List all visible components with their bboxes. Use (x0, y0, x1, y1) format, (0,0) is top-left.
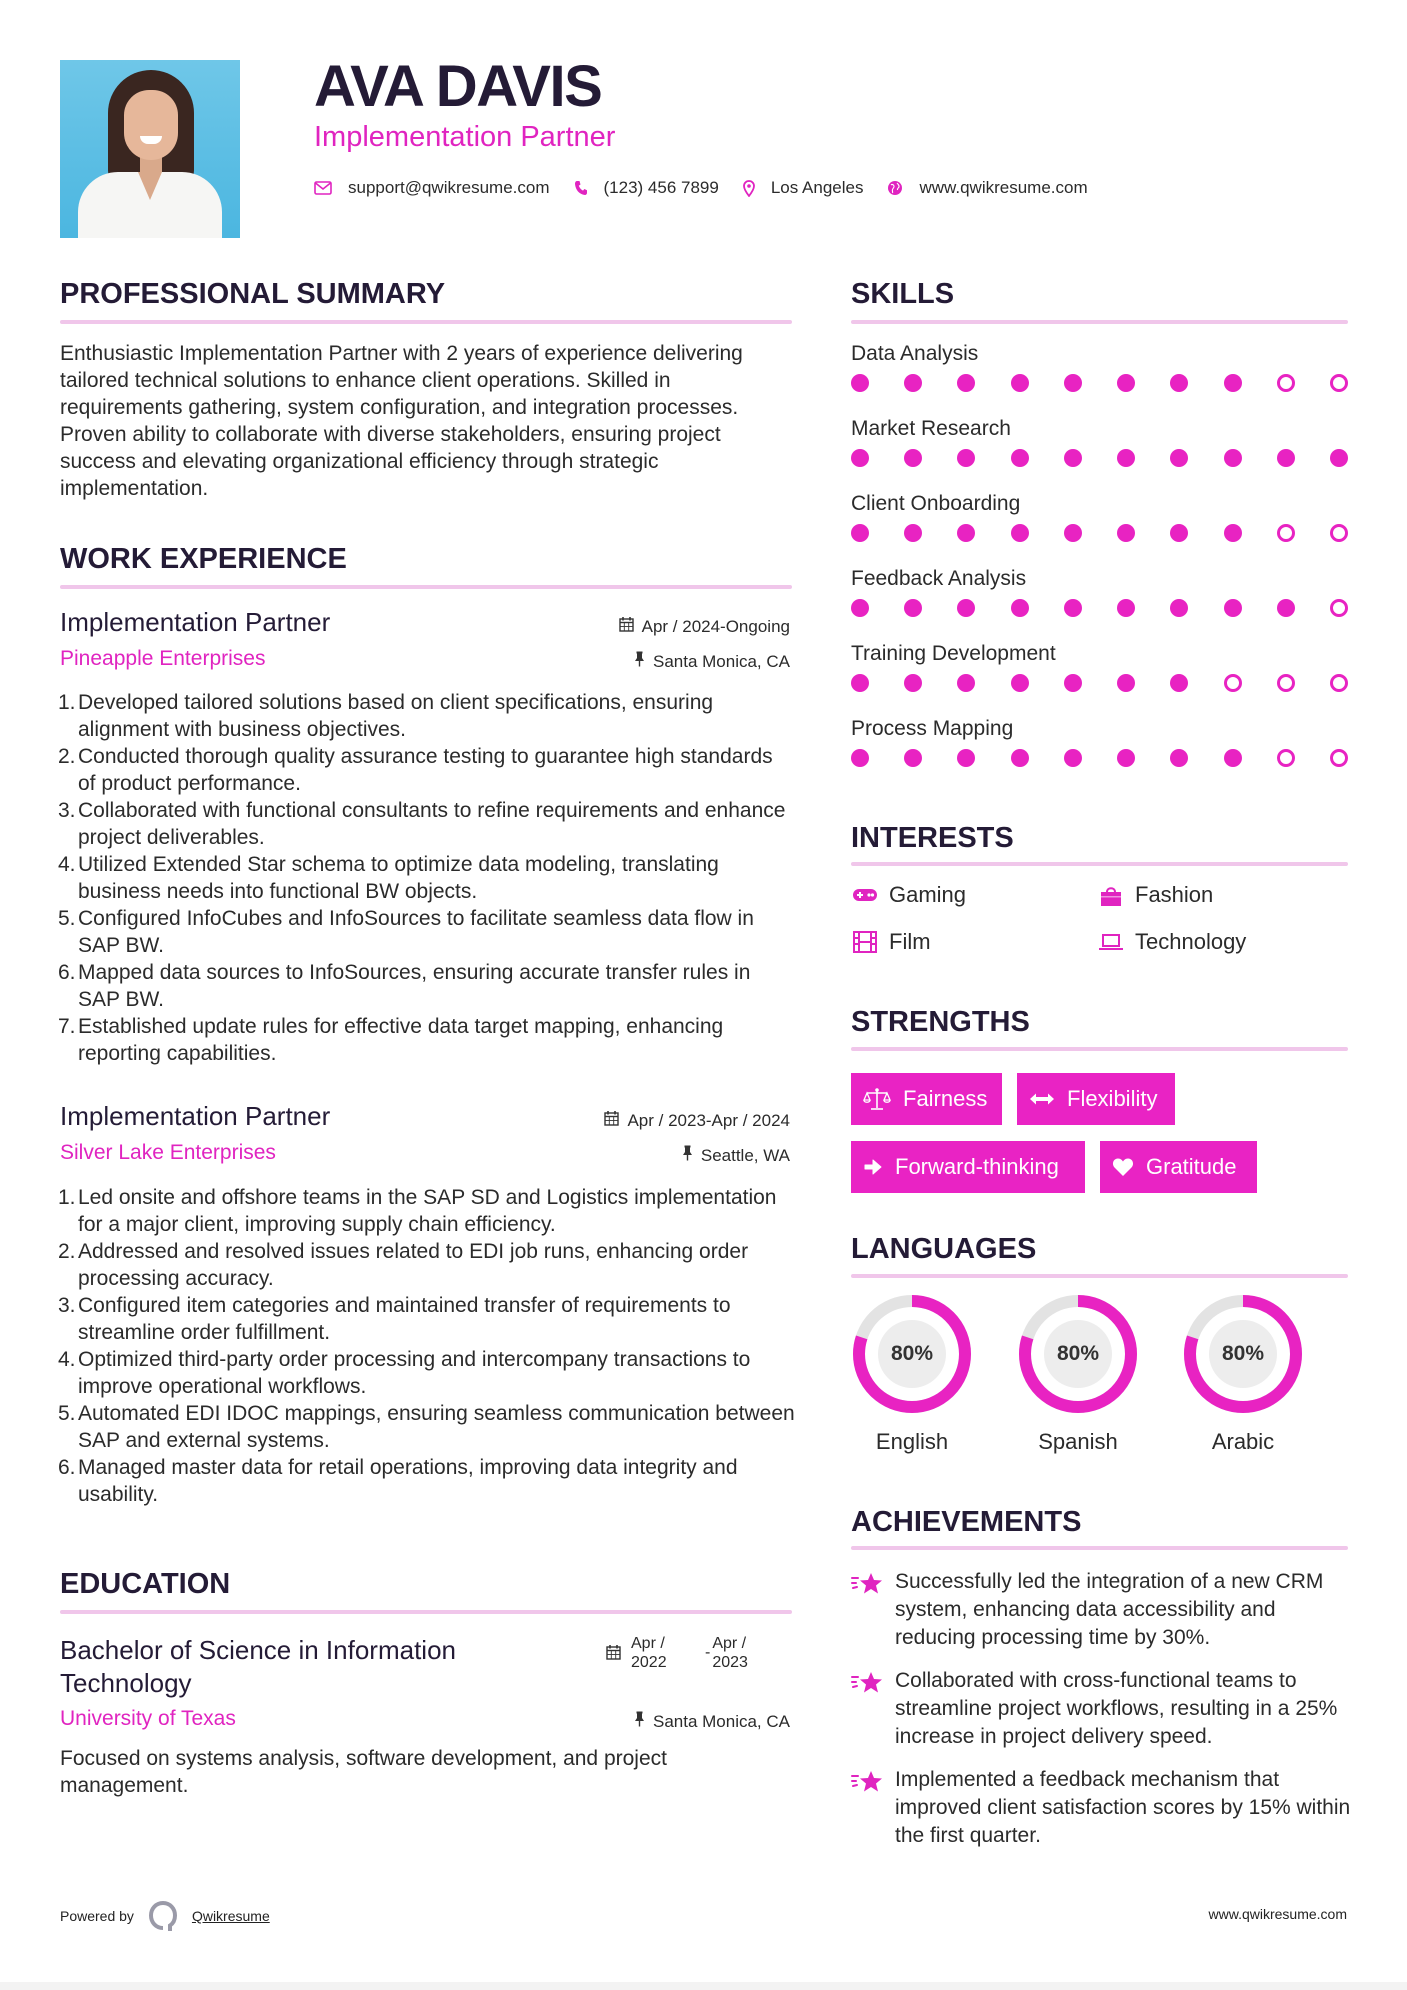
skill-name: Data Analysis (851, 342, 979, 365)
rating-dot-empty (1277, 524, 1295, 542)
rating-dot-filled (1064, 749, 1082, 767)
contact-website[interactable]: www.qwikresume.com (919, 178, 1088, 197)
skill-rating (851, 599, 1348, 617)
job-dates (490, 616, 790, 637)
rating-dot-filled (1064, 449, 1082, 467)
duty-item: 4. Optimized third-party order processing and intercompany transactions to improve operational workflows. (58, 1348, 751, 1398)
rating-dot-filled (1170, 674, 1188, 692)
rating-dot-filled (851, 449, 869, 467)
rating-dot-filled (904, 674, 922, 692)
duty-item: 7. Established update rules for effective data target mapping, enhancing reporting capabilities. (58, 1015, 724, 1065)
shopping-bag-icon (1097, 883, 1125, 907)
shooting-star-icon (851, 1568, 895, 1652)
duty-item: 6. Mapped data sources to InfoSources, ensuring accurate transfer rules in SAP BW. (58, 961, 751, 1011)
rating-dot-filled (957, 374, 975, 392)
skill-rating (851, 674, 1348, 692)
rating-dot-filled (1117, 449, 1135, 467)
company-name: Pineapple Enterprises (60, 647, 266, 670)
film-icon (851, 930, 879, 954)
interest-film: Film (851, 929, 931, 955)
rating-dot-filled (851, 674, 869, 692)
school-name: University of Texas (60, 1707, 236, 1730)
education-location-text: Santa Monica, CA (652, 1711, 790, 1731)
interest-fashion: Fashion (1097, 882, 1213, 908)
section-divider (851, 1546, 1348, 1550)
rating-dot-filled (1011, 449, 1029, 467)
duty-item: 2. Conducted thorough quality assurance testing to guarantee high standards of product performance. (58, 745, 773, 795)
section-divider (851, 862, 1348, 866)
rating-dot-filled (1170, 749, 1188, 767)
rating-dot-filled (1117, 749, 1135, 767)
arrows-horizontal-icon (1029, 1092, 1055, 1106)
rating-dot-filled (1330, 449, 1348, 467)
bottom-bar (0, 1982, 1407, 1990)
rating-dot-filled (1011, 374, 1029, 392)
language-progress-ring (851, 1293, 973, 1415)
rating-dot-filled (957, 524, 975, 542)
rating-dot-filled (1224, 599, 1242, 617)
envelope-icon (314, 181, 332, 195)
language-name: English (875, 1429, 949, 1454)
gamepad-icon (851, 887, 879, 903)
language-item (851, 1293, 973, 1455)
contact-bar (314, 178, 1112, 198)
job-location (490, 1145, 790, 1166)
candidate-role: Implementation Partner (314, 121, 616, 153)
candidate-name: AVA DAVIS (314, 54, 602, 119)
rating-dot-filled (1224, 374, 1242, 392)
rating-dot-empty (1277, 374, 1295, 392)
globe-icon (887, 180, 903, 196)
skill-rating (851, 524, 1348, 542)
rating-dot-filled (957, 674, 975, 692)
skill-name: Training Development (851, 642, 1056, 665)
section-divider (60, 585, 792, 589)
powered-by-label: Powered by (60, 1908, 134, 1924)
rating-dot-filled (957, 599, 975, 617)
achievement-item: Collaborated with cross-functional teams to streamline project workflows, resulting in a 25% increase in project delivery speed. (851, 1667, 1355, 1751)
pushpin-icon (634, 651, 645, 672)
duty-item: 5. Automated EDI IDOC mappings, ensuring seamless communication between SAP and external systems. (58, 1402, 795, 1452)
strength-gratitude: Gratitude (1100, 1141, 1257, 1193)
rating-dot-filled (851, 524, 869, 542)
rating-dot-filled (1064, 524, 1082, 542)
rating-dot-filled (957, 749, 975, 767)
duties-list (60, 689, 795, 1067)
section-title-experience: WORK EXPERIENCE (60, 543, 347, 575)
rating-dot-filled (1170, 524, 1188, 542)
section-divider (60, 320, 792, 324)
rating-dot-filled (1011, 524, 1029, 542)
skill-name: Client Onboarding (851, 492, 1021, 515)
interest-gaming: Gaming (851, 882, 966, 908)
rating-dot-filled (1011, 599, 1029, 617)
pushpin-icon (634, 1711, 645, 1732)
job-dates-text: Apr / 2023-Apr / 2024 (627, 1110, 790, 1130)
skill-rating (851, 749, 1348, 767)
duty-item: 3. Configured item categories and maintained transfer of requirements to streamline order fulfillment. (58, 1294, 731, 1344)
heart-icon (1112, 1157, 1134, 1177)
duty-item: 2. Addressed and resolved issues related to EDI job runs, enhancing order processing accuracy. (58, 1240, 749, 1290)
rating-dot-filled (851, 374, 869, 392)
duties-list (60, 1184, 795, 1508)
rating-dot-filled (1170, 449, 1188, 467)
rating-dot-filled (957, 449, 975, 467)
section-divider (851, 1274, 1348, 1278)
language-item (1017, 1293, 1139, 1455)
section-title-summary: PROFESSIONAL SUMMARY (60, 278, 446, 310)
summary-text: Enthusiastic Implementation Partner with 2 years of experience delivering tailored technical solutions to enhance client operations. Skilled in requirements gathering, system configuration, and integration processes. Proven ability to collaborate with diverse stakeholders, ensuring project success and elevating organizational efficiency through strategic implementation. (60, 342, 743, 500)
rating-dot-empty (1277, 749, 1295, 767)
education-description: Focused on systems analysis, software development, and project management. (60, 1747, 667, 1797)
rating-dot-empty (1330, 674, 1348, 692)
rating-dot-filled (1170, 599, 1188, 617)
rating-dot-empty (1277, 674, 1295, 692)
strength-fairness: Fairness (851, 1073, 1002, 1125)
calendar-icon (604, 1110, 619, 1131)
achievement-item: Implemented a feedback mechanism that improved client satisfaction scores by 15% within the first quarter. (851, 1766, 1355, 1850)
section-divider (851, 320, 1348, 324)
phone-icon (574, 180, 588, 196)
duty-item: 5. Configured InfoCubes and InfoSources to facilitate seamless data flow in SAP BW. (58, 907, 754, 957)
skill-name: Process Mapping (851, 717, 1014, 740)
contact-email[interactable]: support@qwikresume.com (348, 178, 550, 197)
job-title: Implementation Partner (60, 1101, 331, 1131)
section-title-strengths: STRENGTHS (851, 1006, 1030, 1038)
language-progress-ring (1182, 1293, 1304, 1415)
rating-dot-filled (1224, 749, 1242, 767)
strength-forward-thinking: Forward-thinking (851, 1141, 1085, 1193)
map-pin-icon (743, 180, 755, 197)
rating-dot-filled (851, 599, 869, 617)
language-percent: 80% (1056, 1342, 1100, 1365)
rating-dot-filled (1117, 674, 1135, 692)
skill-rating (851, 374, 1348, 392)
duty-item: 1. Developed tailored solutions based on client specifications, ensuring alignment with business objectives. (58, 691, 714, 741)
rating-dot-filled (1170, 374, 1188, 392)
duty-item: 6. Managed master data for retail operations, improving data integrity and usability. (58, 1456, 738, 1506)
language-percent: 80% (1221, 1342, 1265, 1365)
job-title: Implementation Partner (60, 607, 331, 637)
job-dates-text: Apr / 2024-Ongoing (641, 616, 790, 636)
pushpin-icon (682, 1145, 693, 1166)
skill-rating (851, 449, 1348, 467)
job-location (490, 651, 790, 672)
profile-photo (60, 60, 240, 238)
language-percent: 80% (890, 1342, 934, 1365)
qwikresume-logo-icon (148, 1900, 178, 1932)
job-location-text: Seattle, WA (700, 1145, 790, 1165)
calendar-icon (606, 1644, 621, 1665)
section-title-skills: SKILLS (851, 278, 955, 310)
language-name: Arabic (1211, 1429, 1275, 1454)
rating-dot-filled (904, 374, 922, 392)
education-location (490, 1711, 790, 1732)
education-dates: Apr / 2022 - Apr / 2023 (606, 1634, 748, 1672)
rating-dot-filled (904, 749, 922, 767)
rating-dot-empty (1330, 749, 1348, 767)
degree-title: Bachelor of Science in Information Technology (60, 1635, 456, 1698)
rating-dot-filled (1117, 599, 1135, 617)
rating-dot-filled (1277, 599, 1295, 617)
rating-dot-filled (1011, 749, 1029, 767)
duty-item: 1. Led onsite and offshore teams in the SAP SD and Logistics implementation for a major client, improving supply chain efficiency. (58, 1186, 777, 1236)
skill-name: Feedback Analysis (851, 567, 1027, 590)
language-name: Spanish (1038, 1429, 1118, 1454)
balance-scale-icon (863, 1087, 891, 1111)
footer-website[interactable]: www.qwikresume.com (1208, 1906, 1347, 1922)
rating-dot-empty (1330, 524, 1348, 542)
arrow-right-icon (863, 1157, 883, 1177)
rating-dot-filled (1064, 599, 1082, 617)
rating-dot-filled (1011, 674, 1029, 692)
duty-item: 3. Collaborated with functional consultants to refine requirements and enhance project deliverables. (58, 799, 786, 849)
rating-dot-filled (1117, 524, 1135, 542)
section-title-interests: INTERESTS (851, 822, 1014, 854)
contact-phone[interactable]: (123) 456 7899 (603, 178, 719, 197)
rating-dot-filled (1224, 524, 1242, 542)
rating-dot-filled (904, 524, 922, 542)
duty-item: 4. Utilized Extended Star schema to optimize data modeling, translating business needs into functional BW objects. (58, 853, 719, 903)
rating-dot-filled (904, 599, 922, 617)
strength-flexibility: Flexibility (1017, 1073, 1175, 1125)
section-divider (60, 1610, 792, 1614)
rating-dot-filled (1117, 374, 1135, 392)
rating-dot-filled (904, 449, 922, 467)
job-dates (490, 1110, 790, 1131)
shooting-star-icon (851, 1667, 895, 1751)
job-location-text: Santa Monica, CA (652, 651, 790, 671)
section-title-languages: LANGUAGES (851, 1233, 1037, 1265)
section-title-education: EDUCATION (60, 1568, 231, 1600)
skill-name: Market Research (851, 417, 1011, 440)
contact-location: Los Angeles (770, 178, 864, 197)
footer-powered-by (60, 1900, 270, 1932)
company-name: Silver Lake Enterprises (60, 1141, 276, 1164)
rating-dot-filled (1277, 449, 1295, 467)
language-item (1182, 1293, 1304, 1455)
section-divider (851, 1047, 1348, 1051)
rating-dot-filled (1224, 449, 1242, 467)
achievement-item: Successfully led the integration of a new CRM system, enhancing data accessibility and reducing processing time by 30%. (851, 1568, 1355, 1652)
interest-technology: Technology (1097, 929, 1246, 955)
qwikresume-link[interactable]: Qwikresume (191, 1908, 270, 1924)
laptop-icon (1097, 932, 1125, 952)
rating-dot-empty (1224, 674, 1242, 692)
language-progress-ring (1017, 1293, 1139, 1415)
rating-dot-empty (1330, 599, 1348, 617)
section-title-achievements: ACHIEVEMENTS (851, 1506, 1082, 1538)
rating-dot-empty (1330, 374, 1348, 392)
shooting-star-icon (851, 1766, 895, 1850)
rating-dot-filled (1064, 674, 1082, 692)
calendar-icon (619, 616, 634, 637)
rating-dot-filled (851, 749, 869, 767)
rating-dot-filled (1064, 374, 1082, 392)
